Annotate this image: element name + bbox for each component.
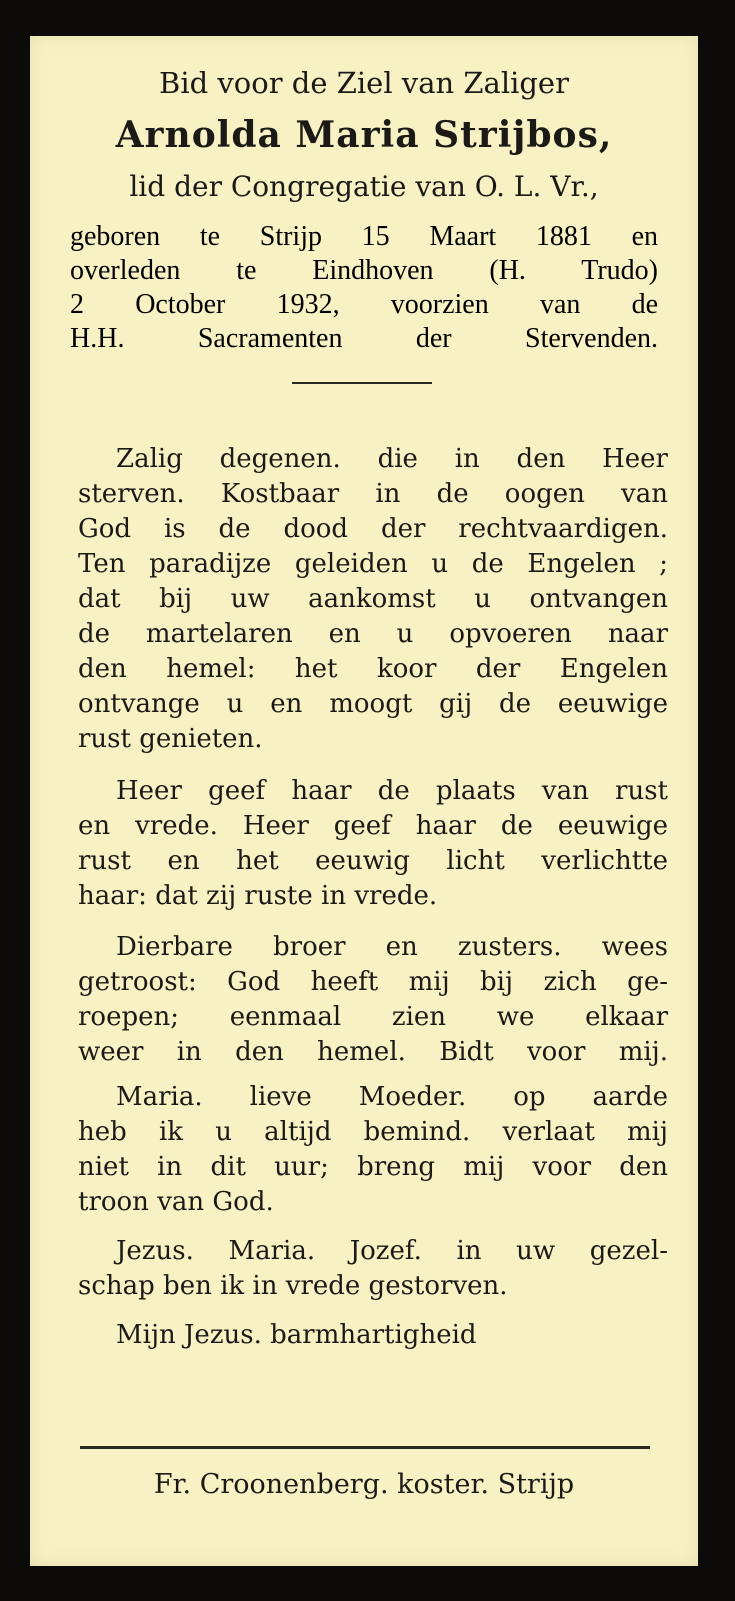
printer-credit: Fr. Croonenberg. koster. Strijp bbox=[153, 1469, 575, 1500]
prayer-paragraph-3 bbox=[78, 930, 668, 1070]
prayer-paragraph-6 bbox=[78, 1318, 668, 1353]
prayer-paragraph-4 bbox=[78, 1080, 668, 1220]
prayer-line: troon van God. bbox=[78, 1187, 274, 1217]
short-divider bbox=[292, 382, 432, 384]
birth-line: geboren te Strijp 15 Maart 1881 en bbox=[70, 221, 658, 252]
prayer-paragraph-1 bbox=[78, 442, 668, 757]
prayer-line: sterven. Kostbaar in de oogen van bbox=[78, 479, 668, 509]
prayer-line: getroost: God heeft mij bij zich ge- bbox=[78, 967, 668, 997]
prayer-line: Maria. lieve Moeder. op aarde bbox=[116, 1082, 668, 1112]
prayer-paragraph-5 bbox=[78, 1234, 668, 1304]
date-line: 2 October 1932, voorzien van de bbox=[70, 289, 658, 320]
prayer-line: Jezus. Maria. Jozef. in uw gezel- bbox=[116, 1236, 668, 1266]
prayer-line: den hemel: het koor der Engelen bbox=[78, 654, 668, 684]
prayer-line: rust genieten. bbox=[78, 724, 263, 754]
congregation-line: lid der Congregatie van O. L. Vr., bbox=[129, 170, 599, 203]
prayer-paragraph-2 bbox=[78, 774, 668, 914]
prayer-line: Ten paradijze geleiden u de Engelen ; bbox=[78, 549, 668, 579]
memorial-card bbox=[30, 36, 698, 1566]
sacraments-line: H.H. Sacramenten der Stervenden. bbox=[70, 323, 658, 354]
prayer-line: rust en het eeuwig licht verlichtte bbox=[78, 846, 668, 876]
birth-death-block bbox=[70, 220, 658, 356]
intro-line: Bid voor de Ziel van Zaliger bbox=[159, 66, 569, 100]
death-line: overleden te Eindhoven (H. Trudo) bbox=[70, 255, 658, 286]
prayer-line: schap ben ik in vrede gestorven. bbox=[78, 1271, 508, 1301]
prayer-line: Heer geef haar de plaats van rust bbox=[116, 776, 668, 806]
prayer-line: God is de dood der rechtvaardigen. bbox=[78, 514, 668, 544]
footer-divider bbox=[80, 1446, 650, 1449]
prayer-line: Mijn Jezus. barmhartigheid bbox=[116, 1320, 477, 1350]
prayer-line: roepen; eenmaal zien we elkaar bbox=[78, 1002, 668, 1032]
prayer-line: de martelaren en u opvoeren naar bbox=[78, 619, 668, 649]
prayer-line: heb ik u altijd bemind. verlaat mij bbox=[78, 1117, 668, 1147]
prayer-line: haar: dat zij ruste in vrede. bbox=[78, 881, 438, 911]
prayer-line: Dierbare broer en zusters. wees bbox=[116, 932, 668, 962]
prayer-line: ontvange u en moogt gij de eeuwige bbox=[78, 689, 668, 719]
prayer-line: weer in den hemel. Bidt voor mij. bbox=[78, 1037, 668, 1067]
deceased-name: Arnolda Maria Strijbos, bbox=[115, 114, 613, 156]
prayer-line: Zalig degenen. die in den Heer bbox=[116, 444, 668, 474]
prayer-line: en vrede. Heer geef haar de eeuwige bbox=[78, 811, 668, 841]
prayer-line: dat bij uw aankomst u ontvangen bbox=[78, 584, 668, 614]
prayer-line: niet in dit uur; breng mij voor den bbox=[78, 1152, 668, 1182]
